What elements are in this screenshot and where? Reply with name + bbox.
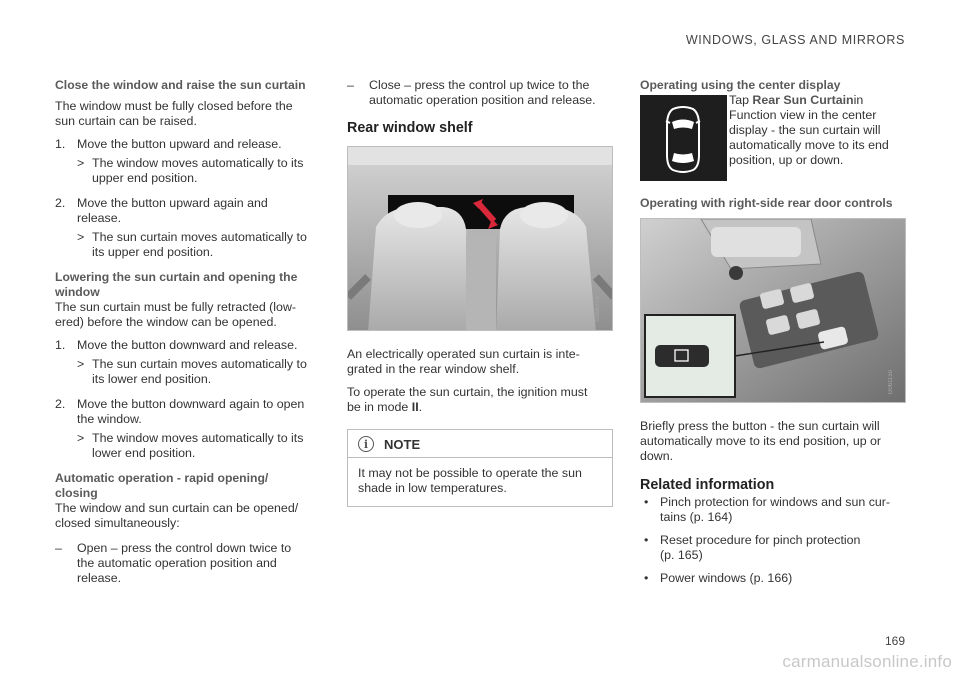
column-left: [55, 78, 320, 586]
door-controls-illustration: [640, 218, 906, 403]
center-display-text: Tap Rear Sun Curtainin Function view in the center display - the sun curtain will automatically move to its end position, up or down.: [729, 93, 889, 167]
related-link-pinch-protection[interactable]: • Pinch protection for windows and sun cur- tains (p. 164): [644, 495, 891, 524]
rear-sun-curtain-button-label: Rear Sun Curtain: [752, 93, 854, 107]
note-header: [348, 430, 612, 458]
note-body: It may not be possible to operate the sun shade in low temperatures.: [358, 466, 582, 495]
related-link-reset-procedure[interactable]: • Reset procedure for pinch protection (p. 165): [644, 533, 861, 562]
related-link-power-windows[interactable]: • Power windows (p. 166): [644, 571, 793, 585]
note-label: NOTE: [384, 436, 421, 452]
info-icon: i: [358, 436, 374, 452]
center-display-heading: Operating using the center display: [640, 78, 841, 92]
raise-heading: Close the window and raise the sun curtain: [55, 78, 306, 92]
lower-intro: The sun curtain must be fully retracted (low- ered) before the window can be opened.: [55, 300, 297, 329]
auto-close-item: – Close – press the control up twice to the automatic operation position and release.: [347, 78, 596, 107]
lower-step-2: 2. Move the button downward again to open the window.: [55, 397, 305, 426]
raise-step-1: 1. Move the button upward and release.: [55, 137, 282, 151]
lower-step-1-result: > The sun curtain moves automatically to its lower end position.: [77, 357, 307, 386]
lower-step-1: 1. Move the button downward and release.: [55, 338, 298, 352]
figure-code: G066773: [595, 297, 601, 322]
figure-code: G061150: [888, 369, 894, 394]
shelf-text: An electrically operated sun curtain is inte- grated in the rear window shelf.: [347, 347, 580, 376]
lower-heading: Lowering the sun curtain and opening the window: [55, 270, 298, 299]
related-heading: Related information: [640, 477, 775, 493]
ignition-mode: II: [411, 400, 419, 414]
auto-heading: Automatic operation - rapid opening/ closing: [55, 471, 269, 500]
raise-step-2-result: > The sun curtain moves automatically to its upper end position.: [77, 230, 307, 259]
door-controls-heading: Operating with right-side rear door controls: [640, 196, 893, 210]
page-number: 169: [884, 634, 905, 648]
door-controls-text: Briefly press the button - the sun curtain will automatically move to its end position, up or down.: [640, 419, 882, 463]
section-header: WINDOWS, GLASS AND MIRRORS: [685, 33, 905, 47]
auto-open-item: – Open – press the control down twice to the automatic operation position and release.: [55, 541, 292, 585]
lower-step-2-result: > The window moves automatically to its lower end position.: [77, 431, 304, 460]
rear-seat-image: [348, 147, 613, 331]
car-sun-curtain-icon: [640, 95, 727, 181]
raise-intro: The window must be fully closed before the sun curtain can be raised.: [55, 99, 293, 128]
shelf-heading: Rear window shelf: [347, 120, 473, 136]
column-middle: [347, 78, 613, 507]
center-display-block: [640, 93, 906, 183]
watermark: carmanualsonline.info: [782, 652, 952, 671]
raise-step-2: 2. Move the button upward again and release.: [55, 196, 268, 225]
auto-intro: The window and sun curtain can be opened/ closed simultaneously:: [55, 501, 299, 530]
door-panel-image: [641, 219, 906, 403]
raise-step-1-result: > The window moves automatically to its upper end position.: [77, 156, 304, 185]
ignition-text: To operate the sun curtain, the ignition must be in mode II.: [347, 385, 588, 414]
rear-shelf-illustration: [347, 146, 613, 331]
note-box: [347, 429, 613, 507]
column-right: [640, 78, 906, 586]
